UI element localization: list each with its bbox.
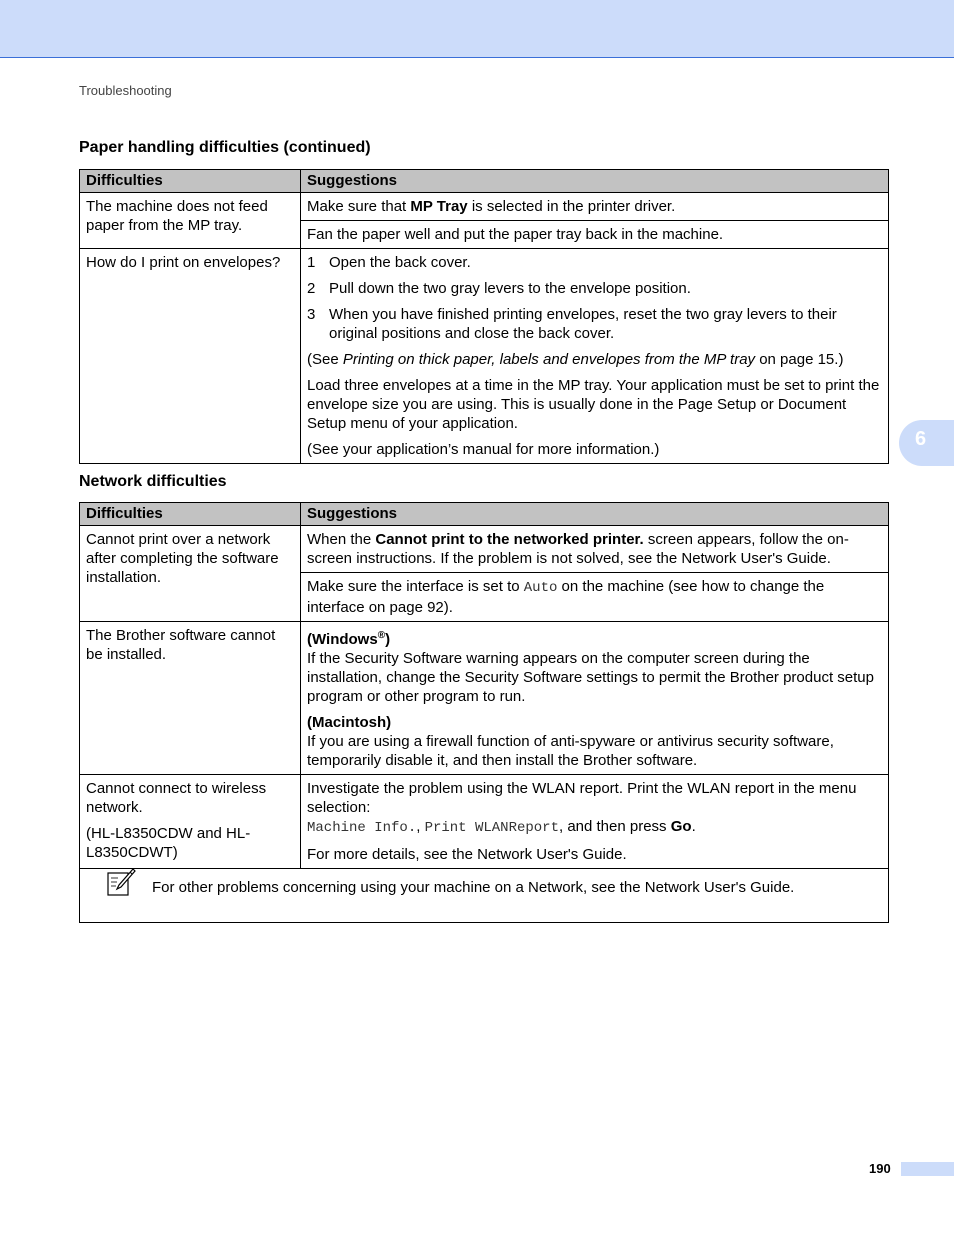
page-number: 190: [869, 1161, 891, 1176]
chapter-tab: [899, 420, 954, 466]
cross-reference-link[interactable]: Printing on thick paper, labels and envelopes from the MP tray: [342, 351, 756, 368]
table-row: [80, 622, 889, 775]
table-row: [80, 249, 889, 464]
difficulty-cell: Cannot print over a network after completing the software installation.: [80, 526, 301, 622]
chapter-number: 6: [915, 428, 927, 450]
mp-tray-setting: MP Tray: [410, 198, 468, 215]
suggestion-cell: [301, 249, 889, 464]
suggestion-cell: Fan the paper well and put the paper tray back in the machine.: [301, 221, 889, 249]
step-item: 1 Open the back cover.: [307, 254, 471, 271]
go-key: Go: [670, 818, 692, 835]
network-table: [79, 502, 889, 869]
difficulty-cell: The machine does not feed paper from the MP tray.: [80, 193, 301, 249]
column-header-suggestions: Suggestions: [301, 503, 889, 526]
table-header-row: [80, 503, 889, 526]
step-item: 3 When you have finished printing envelopes, reset the two gray levers to their original positions and close the back cover.: [307, 306, 837, 342]
table-header-row: [80, 170, 889, 193]
section-title-network: Network difficulties: [79, 473, 227, 490]
note-box: [79, 852, 889, 923]
note-text: For other problems concerning using your machine on a Network, see the Network User's Guide.: [152, 879, 795, 896]
table-row: [80, 193, 889, 221]
section-title-paper-handling: Paper handling difficulties (continued): [79, 139, 371, 156]
macintosh-instructions: (Macintosh) If you are using a firewall function of anti-spyware or antivirus security software, temporarily disable it, and then install the Brother software.: [307, 714, 834, 769]
error-message: Cannot print to the networked printer.: [375, 531, 644, 548]
difficulty-cell: How do I print on envelopes?: [80, 249, 301, 464]
column-header-difficulties: Difficulties: [80, 170, 301, 193]
page-number-bar: [901, 1162, 954, 1176]
suggestion-cell: When the Cannot print to the networked printer. screen appears, follow the on-screen instructions. If the problem is not solved, see the Network User's Guide.: [301, 526, 889, 573]
note-pencil-icon: [106, 867, 136, 897]
difficulty-cell: Cannot connect to wireless network. (HL-L8350CDW and HL-L8350CDWT): [80, 775, 301, 869]
interface-setting: Auto: [523, 580, 558, 596]
difficulty-cell: The Brother software cannot be installed.: [80, 622, 301, 775]
column-header-difficulties: Difficulties: [80, 503, 301, 526]
manual-note: (See your application’s manual for more information.): [307, 441, 660, 458]
suggestion-cell: Make sure the interface is set to Auto on the machine (see how to change the interface on page 92).: [301, 573, 889, 622]
menu-machine-info: Machine Info.: [307, 820, 417, 836]
step-item: 2 Pull down the two gray levers to the envelope position.: [307, 280, 691, 297]
paper-handling-table: [79, 169, 889, 464]
breadcrumb: Troubleshooting: [79, 83, 172, 98]
suggestion-cell: [301, 622, 889, 775]
windows-instructions: (Windows®) If the Security Software warning appears on the computer screen during the installation, change the Security Software settings to permit the Brother product setup program or other program to run.: [307, 630, 874, 705]
suggestion-cell: Make sure that MP Tray is selected in the printer driver.: [301, 193, 889, 221]
header-bar: [0, 0, 954, 58]
cross-reference: (See Printing on thick paper, labels and envelopes from the MP tray on page 15.): [307, 351, 844, 368]
menu-print-wlanreport: Print WLANReport: [424, 820, 559, 836]
column-header-suggestions: Suggestions: [301, 170, 889, 193]
envelope-instructions: Load three envelopes at a time in the MP tray. Your application must be set to print the envelope size you are using. This is usually done in the Page Setup or Document Setup menu of your application.: [307, 377, 880, 432]
suggestion-cell: Investigate the problem using the WLAN report. Print the WLAN report in the menu selection: Machine Info., Print WLANReport, and then press Go. For more details, see the Network User's Guide.: [301, 775, 889, 869]
model-list: (HL-L8350CDW and HL-L8350CDWT): [86, 825, 251, 861]
table-row: [80, 526, 889, 573]
